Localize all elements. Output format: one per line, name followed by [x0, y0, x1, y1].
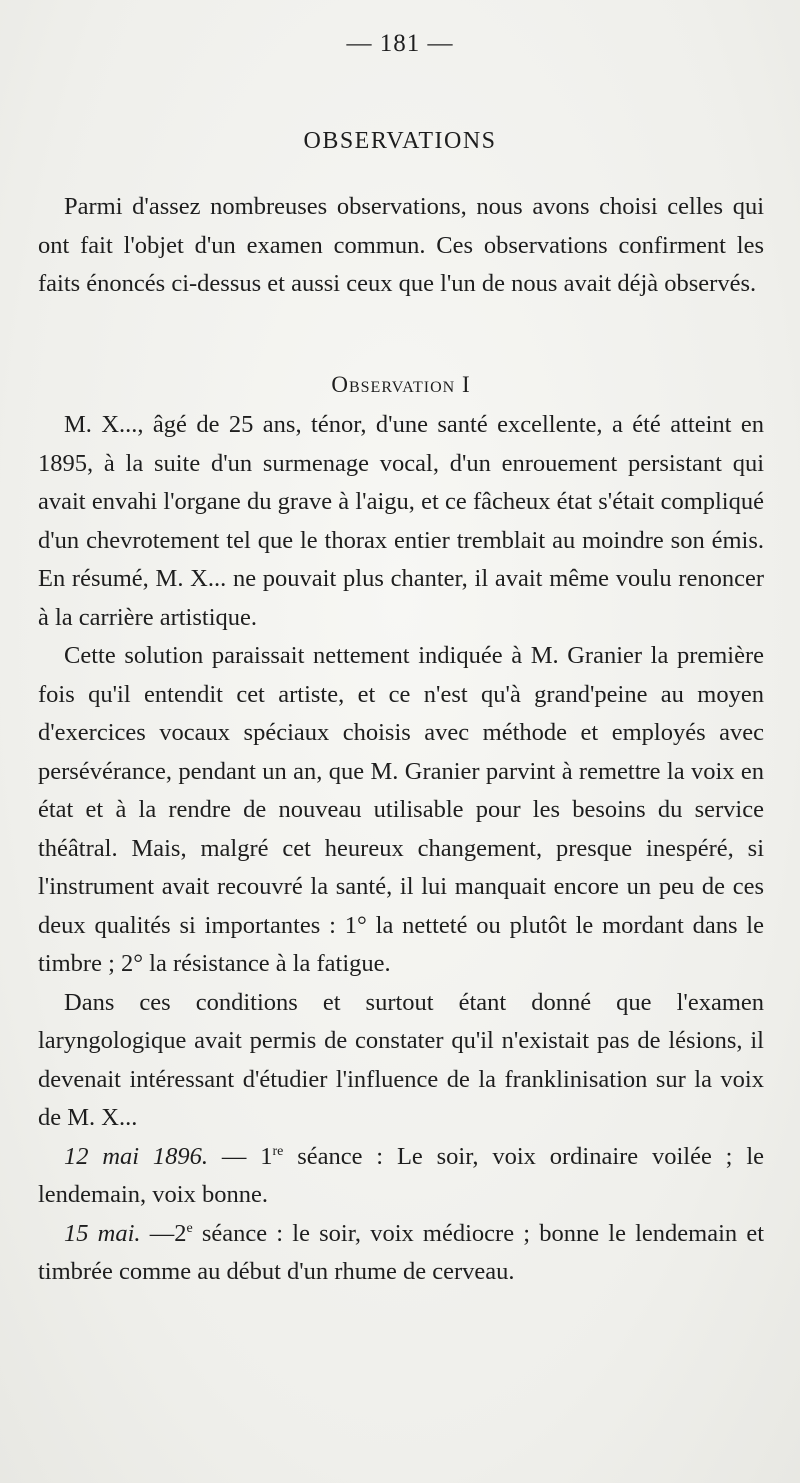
paragraph-2: Cette solution paraissait nettement indiquée à M. Granier la première fois qu'il entendit cet artiste, et ce n'est qu'à grand'peine au moyen d'exercices vocaux spéciaux choisis avec méthode et employés avec persévérance, pendant un an, que M. Granier parvint à remettre la voix en état et à la rendre de nouveau utilisable pour les besoins du service théâtral. Mais, malgré cet heureux changement, presque inespéré, si l'instrument avait recouvré la santé, il lui manquait encore un peu de ces deux qualités si importantes : 1° la netteté ou plutôt le mordant dans le timbre ; 2° la résistance à la fatigue. [38, 642, 764, 977]
observation-heading: Observation I [331, 372, 471, 397]
entry-1: 12 mai 1896. — 1re séance : Le soir, voix ordinaire voilée ; le lendemain, voix bonne. [38, 1142, 765, 1208]
entry-ordinal: 2 [174, 1219, 187, 1247]
observation-block [38, 362, 764, 1292]
intro-block [38, 188, 764, 304]
entry-text: séance : le soir, voix médiocre ; bonne le lendemain et timbrée comme au début d'un rhume de cerveau. [38, 1219, 765, 1285]
entry-2: 15 mai. —2e séance : le soir, voix médiocre ; bonne le lendemain et timbrée comme au début d'un rhume de cerveau. [38, 1219, 765, 1285]
page-number: — 181 — [346, 30, 454, 57]
entry-ordinal-suffix: e [186, 1220, 193, 1236]
entry-ordinal-suffix: re [272, 1143, 284, 1159]
entry-date: 15 mai. [64, 1219, 141, 1247]
section-title: OBSERVATIONS [303, 128, 497, 154]
entry-ordinal: 1 [260, 1142, 273, 1170]
entry-text: séance : Le soir, voix ordinaire voilée ; le lendemain, voix bonne. [38, 1142, 765, 1208]
intro-paragraph: Parmi d'assez nombreuses observations, nous avons choisi celles qui ont fait l'objet d'un examen commun. Ces observations confirment les faits énoncés ci-dessus et aussi ceux que l'un de nous avait déjà observés. [38, 193, 764, 297]
entry-date: 12 mai 1896. [64, 1142, 209, 1170]
paragraph-3: Dans ces conditions et surtout étant donné que l'examen laryngologique avait permis de constater qu'il n'existait pas de lésions, il devenait intéressant d'étudier l'influence de la franklinisation sur la voix de M. X... [38, 988, 764, 1131]
paragraph-1: M. X..., âgé de 25 ans, ténor, d'une santé excellente, a été atteint en 1895, à la suite d'un surmenage vocal, d'un enrouement persistant qui avait envahi l'organe du grave à l'aigu, et ce fâcheux état s'était compliqué d'un chevrotement tel que le thorax entier tremblait au moindre son émis. En résumé, M. X... ne pouvait plus chanter, il avait même voulu renoncer à la carrière artistique. [38, 411, 764, 631]
